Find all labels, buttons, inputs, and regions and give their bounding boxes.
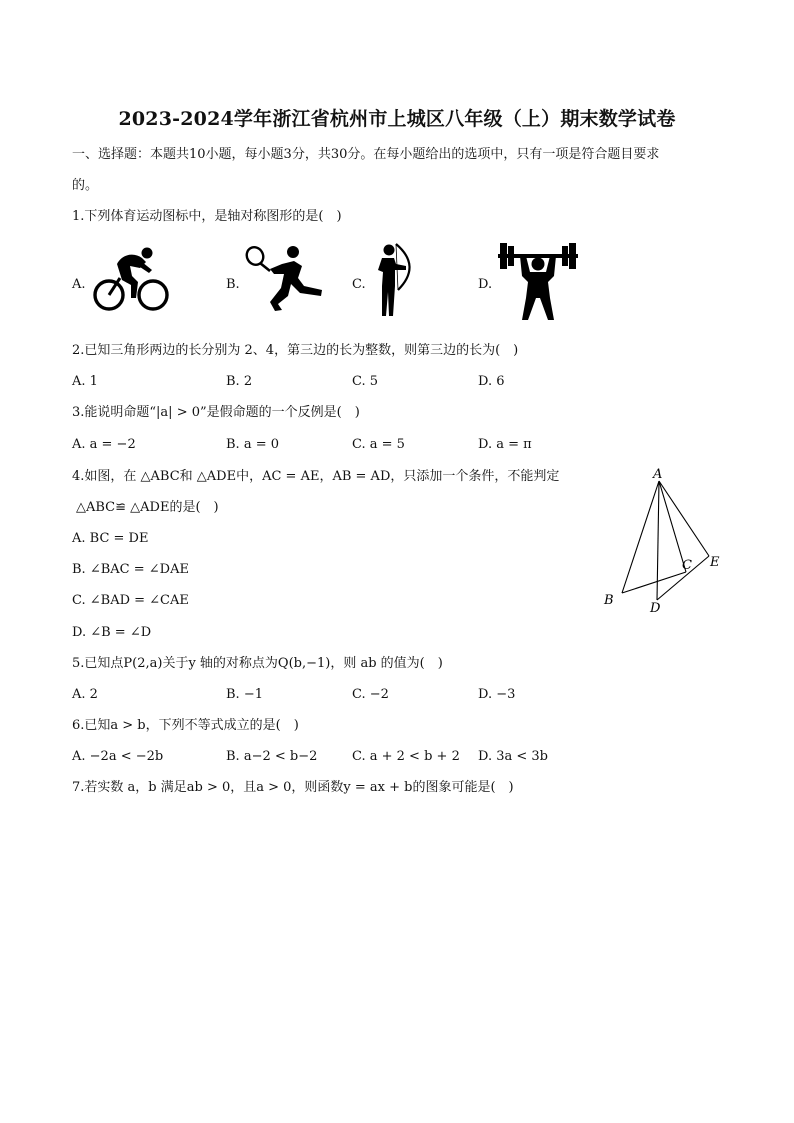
cyclist-icon xyxy=(92,240,174,314)
question-6-option-d: D. 3a < 3b xyxy=(478,749,548,764)
section-instructions-line1: 一、选择题：本题共10小题，每小题3分，共30分。在每小题给出的选项中，只有一项是符合题目要求 xyxy=(72,147,660,162)
question-3-option-b: B. a = 0 xyxy=(226,437,279,452)
page-title: 2023-2024学年浙江省杭州市上城区八年级（上）期末数学试卷 xyxy=(118,108,676,130)
archer-icon xyxy=(370,240,422,320)
section-instructions-line2: 的。 xyxy=(72,178,99,193)
question-4-option-d: D. ∠B = ∠D xyxy=(72,625,152,640)
question-1-stem: 1.下列体育运动图标中，是轴对称图形的是( ) xyxy=(72,209,342,224)
question-4-stem-line1: 4.如图，在 △ABC和 △ADE中，AC = AE，AB = AD，只添加一个条件，不能判定 xyxy=(72,469,560,484)
question-3-stem: 3.能说明命题“|a| > 0”是假命题的一个反例是( ) xyxy=(72,405,360,420)
question-2-option-a: A. 1 xyxy=(72,374,98,389)
question-6-option-c: C. a + 2 < b + 2 xyxy=(352,749,460,764)
figure-label-b: B xyxy=(604,593,614,608)
question-2-option-d: D. 6 xyxy=(478,374,505,389)
question-4-stem-line2: △ABC≌ △ADE的是( ) xyxy=(76,500,219,515)
question-2-stem: 2.已知三角形两边的长分别为 2、4，第三边的长为整数，则第三边的长为( ) xyxy=(72,343,519,358)
question-5-option-b: B. −1 xyxy=(226,687,263,702)
question-5-option-c: C. −2 xyxy=(352,687,389,702)
question-6-stem: 6.已知a > b，下列不等式成立的是( ) xyxy=(72,718,299,733)
figure-label-d: D xyxy=(650,601,661,616)
question-3-option-c: C. a = 5 xyxy=(352,437,405,452)
question-1-option-a: A. xyxy=(72,277,86,292)
question-5-stem: 5.已知点P(2,a)关于y 轴的对称点为Q(b,−1)，则 ab 的值为( ) xyxy=(72,656,443,671)
question-4-option-a: A. BC = DE xyxy=(72,531,149,546)
question-2-option-b: B. 2 xyxy=(226,374,253,389)
question-5-option-a: A. 2 xyxy=(72,687,98,702)
figure-label-a: A xyxy=(653,467,663,482)
triangle-figure xyxy=(596,464,736,624)
question-4-option-c: C. ∠BAD = ∠CAE xyxy=(72,593,189,608)
question-3-option-d: D. a = π xyxy=(478,437,532,452)
tennis-player-icon xyxy=(244,244,326,314)
question-4-option-b: B. ∠BAC = ∠DAE xyxy=(72,562,189,577)
figure-label-c: C xyxy=(682,558,692,573)
question-1-option-d: D. xyxy=(478,277,493,292)
question-7-stem: 7.若实数 a，b 满足ab > 0，且a > 0，则函数y = ax + b的图象可能是( ) xyxy=(72,780,514,795)
question-1-option-b: B. xyxy=(226,277,240,292)
figure-label-e: E xyxy=(710,555,720,570)
question-6-option-b: B. a−2 < b−2 xyxy=(226,749,318,764)
question-5-option-d: D. −3 xyxy=(478,687,516,702)
question-2-option-c: C. 5 xyxy=(352,374,379,389)
question-1-option-c: C. xyxy=(352,277,366,292)
question-3-option-a: A. a = −2 xyxy=(72,437,136,452)
question-6-option-a: A. −2a < −2b xyxy=(72,749,164,764)
weightlifter-icon xyxy=(496,238,580,322)
